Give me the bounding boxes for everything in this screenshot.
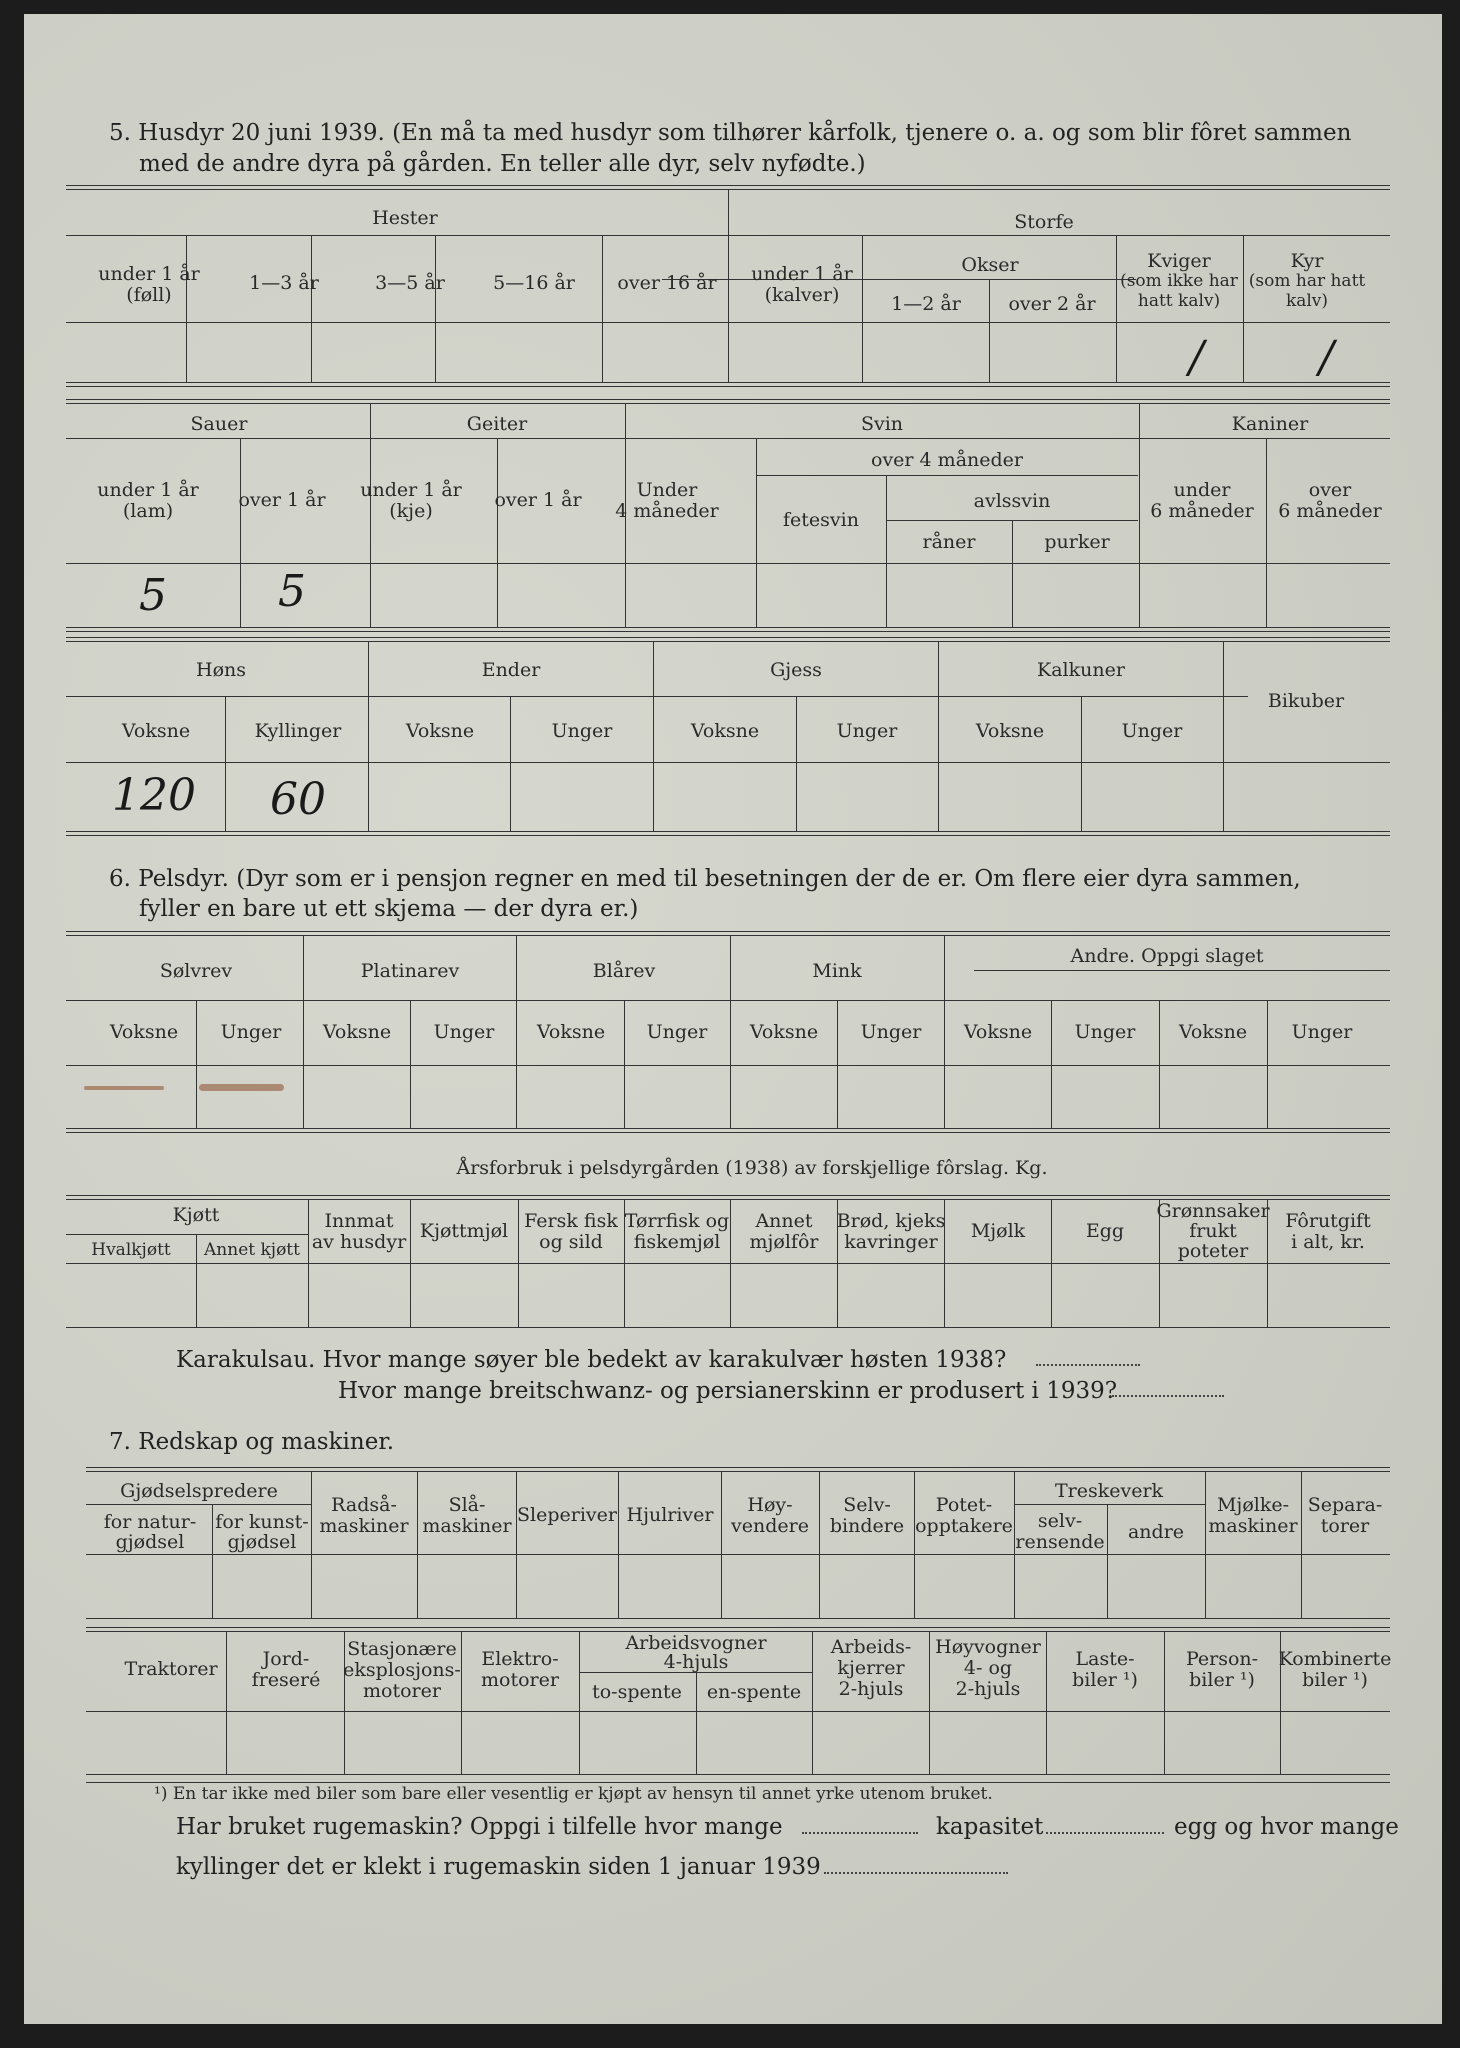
rule [410, 1200, 411, 1327]
col-andre1-voksne: Voksne [963, 1021, 1033, 1043]
rule [618, 1472, 619, 1618]
forbruk-title: Årsforbruk i pelsdyrgården (1938) av forskjellige fôrslag. Kg. [456, 1157, 1048, 1179]
rule [186, 235, 187, 382]
col-okser-1-2: 1—2 år [891, 293, 961, 315]
col-innmat: Innmat [324, 1210, 394, 1232]
rule [518, 1200, 519, 1327]
col-under1-foll-sub: (føll) [126, 284, 172, 306]
col-kalver: under 1 år [751, 263, 853, 285]
col-hons-voksne: Voksne [121, 720, 191, 742]
col-sauer-over1: over 1 år [238, 489, 326, 511]
rule [86, 1774, 1390, 1775]
col-tospente: to-spente [592, 1681, 682, 1703]
col-svin-under4: Under [636, 479, 698, 501]
col-kombinerte: Kombinerte [1278, 1648, 1392, 1670]
col-kyr: Kyr [1290, 250, 1324, 272]
col-geiter-over1: over 1 år [494, 489, 582, 511]
rule [435, 235, 436, 382]
rule [410, 1000, 411, 1128]
rule [368, 642, 369, 831]
rugemaskin-egg-label: egg og hvor mange [1174, 1814, 1399, 1840]
col-hoyvogner: Høyvogner [935, 1636, 1041, 1658]
rule [344, 1632, 345, 1774]
rule [944, 936, 945, 1128]
header-kalkuner: Kalkuner [1037, 659, 1125, 681]
col-naturgjodsel: for natur- [103, 1511, 197, 1533]
col-andre2-unger: Unger [1291, 1021, 1353, 1043]
rule [862, 235, 863, 382]
col-hoyvogner-sub1: 4- og [963, 1657, 1013, 1679]
rule [66, 637, 1390, 642]
rule [938, 642, 939, 831]
rule [886, 475, 887, 627]
rule [1051, 1200, 1052, 1327]
ink-stain [84, 1086, 164, 1090]
section7-title: 7. Redskap og maskiner. [109, 1429, 395, 1455]
rule [497, 438, 498, 627]
rule [1243, 235, 1244, 382]
rule [461, 1632, 462, 1774]
rule [66, 696, 1248, 697]
col-ender-voksne: Voksne [405, 720, 475, 742]
header-hester: Hester [372, 207, 438, 229]
col-kyr-sub2: kalv) [1285, 291, 1329, 311]
col-kyllinger: Kyllinger [254, 720, 342, 742]
col-fersk-fisk-sub: og sild [539, 1231, 603, 1253]
col-egg: Egg [1085, 1220, 1125, 1242]
value-kyr: / [1319, 332, 1334, 383]
rule [1116, 235, 1117, 382]
header-gjess: Gjess [770, 659, 822, 681]
col-gjess-unger: Unger [836, 720, 898, 742]
col-kaniner-under: under [1173, 479, 1231, 501]
rule [812, 1632, 813, 1774]
col-mjolkemaskiner: Mjølke- [1216, 1494, 1290, 1516]
col-slamaskiner: Slå- [448, 1494, 486, 1516]
col-elektromotorer: Elektro- [481, 1648, 559, 1670]
karakul-answer-2[interactable] [1112, 1395, 1224, 1397]
col-andre1-unger: Unger [1074, 1021, 1136, 1043]
rule [417, 1472, 418, 1618]
col-potetopptakere: Potet- [935, 1494, 993, 1516]
rule [696, 1672, 697, 1774]
col-selvrensende: selv- [1037, 1510, 1083, 1532]
header-hons: Høns [196, 659, 246, 681]
header-andre: Andre. Oppgi slaget [1070, 945, 1264, 967]
col-blarev-voksne: Voksne [536, 1021, 606, 1043]
rule [308, 1200, 309, 1327]
col-traktorer: Traktorer [124, 1658, 218, 1680]
rule [624, 1000, 625, 1128]
col-hoyvogner-sub2: 2-hjuls [955, 1678, 1021, 1700]
rule [730, 1200, 731, 1327]
rule [1267, 1000, 1268, 1128]
rule [66, 1000, 1390, 1001]
col-1-3: 1—3 år [249, 272, 319, 294]
section5-title: 5. Husdyr 20 juni 1939. (En må ta med husdyr som tilhører kårfolk, tjenere o. a. og som blir fôret sammen [109, 120, 1352, 146]
col-kunstgjodsel: for kunst- [215, 1511, 309, 1533]
rule [602, 235, 603, 382]
col-5-16: 5—16 år [493, 272, 575, 294]
value-kyllinger: 60 [270, 774, 326, 825]
rule [86, 1782, 1390, 1783]
rule [86, 1554, 1390, 1555]
col-enspente: en-spente [706, 1681, 802, 1703]
header-blarev: Blårev [592, 960, 656, 982]
col-mink-unger: Unger [860, 1021, 922, 1043]
header-bikuber: Bikuber [1267, 690, 1345, 712]
rule [66, 563, 1390, 564]
col-mink-voksne: Voksne [749, 1021, 819, 1043]
col-hoyvendere-sub: vendere [731, 1515, 809, 1537]
rule [510, 696, 511, 831]
header-sauer: Sauer [190, 413, 248, 435]
rugemaskin-kyllinger-label: kyllinger det er klekt i rugemaskin siden 1 januar 1939 [176, 1854, 821, 1880]
rule [66, 1065, 1390, 1066]
col-separatorer: Separa- [1307, 1494, 1383, 1516]
col-brod-sub: kavringer [844, 1231, 938, 1253]
col-kje: under 1 år [360, 479, 462, 501]
rule [66, 931, 1390, 936]
header-ender: Ender [481, 659, 541, 681]
rule [819, 1472, 820, 1618]
col-gronnsaker-sub2: poteter [1177, 1240, 1249, 1262]
col-solvrev-voksne: Voksne [109, 1021, 179, 1043]
col-kviger-sub2: hatt kalv) [1137, 291, 1221, 311]
col-kunstgjodsel-sub: gjødsel [227, 1531, 297, 1553]
col-gronnsaker: Grønnsaker [1156, 1200, 1270, 1222]
header-arbeidsvogner-sub: 4-hjuls [663, 1651, 729, 1673]
value-sauer-over1: 5 [278, 566, 306, 617]
rule [1014, 1504, 1205, 1505]
col-gronnsaker-sub1: frukt [1189, 1220, 1237, 1242]
col-mjolk: Mjølk [970, 1220, 1026, 1242]
col-torrfisk: Tørrfisk og [624, 1210, 730, 1232]
col-ender-unger: Unger [551, 720, 613, 742]
rule [1012, 520, 1013, 627]
rule [212, 1504, 213, 1618]
col-hoyvendere: Høy- [747, 1494, 793, 1516]
col-mjolkemaskiner-sub: maskiner [1208, 1515, 1298, 1537]
value-kviger: / [1189, 332, 1204, 383]
header-kaniner: Kaniner [1231, 413, 1309, 435]
col-kaniner-under-sub: 6 måneder [1150, 500, 1254, 522]
rule [66, 399, 1390, 404]
section5-subtitle: med de andre dyra på gården. En teller alle dyr, selv nyfødte.) [139, 151, 866, 177]
col-kalver-sub: (kalver) [764, 284, 840, 306]
col-jordfresere: Jord- [262, 1648, 310, 1670]
col-kviger-sub1: (som ikke har [1120, 271, 1238, 291]
col-kyr-sub1: (som har hatt [1248, 271, 1366, 291]
col-hvalkjott: Hvalkjøtt [91, 1240, 171, 1260]
rule [516, 936, 517, 1128]
rule [196, 1234, 197, 1327]
karakul-question-2: Hvor mange breitschwanz- og persianerskinn er produsert i 1939? [338, 1378, 1118, 1404]
col-arbeidskjerrer: Arbeids- [830, 1636, 912, 1658]
col-hjulriver: Hjulriver [626, 1504, 714, 1526]
col-solvrev-unger: Unger [220, 1021, 282, 1043]
col-okser-over2: over 2 år [1008, 293, 1096, 315]
rule [66, 1128, 1390, 1133]
census-form-page [24, 14, 1442, 2024]
header-mink: Mink [812, 960, 862, 982]
rule [516, 1472, 517, 1618]
rule [86, 1467, 1390, 1472]
col-under1-foll: under 1 år [98, 263, 200, 285]
rule [579, 1632, 580, 1774]
col-arbeidskjerrer-sub2: 2-hjuls [838, 1678, 904, 1700]
col-fersk-fisk: Fersk fisk [524, 1210, 618, 1232]
col-jordfresere-sub: freseré [251, 1669, 321, 1691]
rule [66, 627, 1390, 632]
rule [1223, 642, 1224, 831]
rule [728, 190, 729, 382]
col-kjott: Kjøtt [172, 1204, 220, 1226]
col-lastebiler: Laste- [1075, 1648, 1135, 1670]
value-hons: 120 [112, 770, 196, 821]
rugemaskin-kapasitet-label: kapasitet [936, 1814, 1044, 1840]
col-radsamaskiner: Radså- [331, 1494, 397, 1516]
rule [1139, 404, 1140, 627]
section6-subtitle: fyller en bare ut ett skjema — der dyra er.) [139, 896, 639, 922]
rule [662, 279, 1136, 280]
col-kviger: Kviger [1147, 250, 1211, 272]
rule [226, 1632, 227, 1774]
rule [311, 1472, 312, 1618]
col-stasjonare-sub2: motorer [363, 1680, 441, 1702]
col-treske-andre: andre [1127, 1521, 1185, 1543]
col-kjottmjol: Kjøttmjøl [419, 1220, 509, 1242]
rule [721, 1472, 722, 1618]
rugemaskin-kyllinger-field[interactable] [824, 1872, 1008, 1874]
rule [929, 1632, 930, 1774]
col-kalkuner-voksne: Voksne [975, 720, 1045, 742]
col-brod: Brød, kjeks [836, 1210, 946, 1232]
rule [240, 438, 241, 627]
col-potetopptakere-sub: opptakere [915, 1515, 1013, 1537]
rule [66, 1234, 309, 1235]
rule [303, 936, 304, 1128]
col-annet-mjolfor: Annet [755, 1210, 813, 1232]
header-svin: Svin [860, 413, 904, 435]
rule [66, 1263, 1390, 1264]
col-arbeidskjerrer-sub1: kjerrer [837, 1657, 905, 1679]
rule [756, 438, 757, 627]
rule [196, 1000, 197, 1128]
header-treskeverk: Treskeverk [1054, 1480, 1164, 1502]
col-lastebiler-sub: biler ¹) [1072, 1669, 1138, 1691]
rule [66, 438, 1390, 439]
col-personbiler-sub: biler ¹) [1189, 1669, 1255, 1691]
col-3-5: 3—5 år [375, 272, 445, 294]
col-selvbindere-sub: bindere [829, 1515, 905, 1537]
col-kje-sub: (kje) [389, 500, 433, 522]
karakul-question-1: Karakulsau. Hvor mange søyer ble bedekt av karakulvær høsten 1938? [176, 1347, 1007, 1373]
col-lam-sub: (lam) [122, 500, 174, 522]
footnote: ¹) En tar ikke med biler som bare eller vesentlig er kjøpt av hensyn til annet yrke utenom bruket. [154, 1784, 993, 1804]
rugemaskin-kapasitet-field[interactable] [1046, 1832, 1164, 1834]
col-separatorer-sub: torer [1320, 1515, 1370, 1537]
rule [974, 970, 1390, 971]
rule [86, 1618, 1390, 1619]
col-torrfisk-sub: fiskemjøl [633, 1231, 721, 1253]
rule [756, 475, 1138, 476]
col-kaniner-over-sub: 6 måneder [1278, 500, 1382, 522]
col-stasjonare-sub1: eksplosjons- [343, 1659, 461, 1681]
col-gjess-voksne: Voksne [690, 720, 760, 742]
col-stasjonare: Stasjonære [347, 1638, 457, 1660]
col-fetesvin: fetesvin [783, 509, 859, 531]
value-lam: 5 [139, 570, 167, 621]
rule [730, 936, 731, 1128]
col-selvrensende-sub: rensende [1015, 1531, 1105, 1553]
rule [837, 1000, 838, 1128]
rugemaskin-antall-field[interactable] [802, 1832, 918, 1834]
col-forutgift-sub: i alt, kr. [1291, 1231, 1365, 1253]
col-platinarev-voksne: Voksne [322, 1021, 392, 1043]
col-svin-under4-sub: 4 måneder [615, 500, 719, 522]
col-blarev-unger: Unger [646, 1021, 708, 1043]
col-forutgift: Fôrutgift [1285, 1210, 1371, 1232]
col-selvbindere: Selv- [843, 1494, 891, 1516]
header-storfe: Storfe [1014, 211, 1074, 233]
header-solvrev: Sølvrev [159, 960, 233, 982]
col-lam: under 1 år [97, 479, 199, 501]
rule [370, 404, 371, 627]
header-okser: Okser [961, 254, 1019, 276]
rule [1081, 696, 1082, 831]
rule [311, 235, 312, 382]
header-over4: over 4 måneder [871, 449, 1023, 471]
rule [1046, 1632, 1047, 1774]
col-kombinerte-sub: biler ¹) [1302, 1669, 1368, 1691]
header-geiter: Geiter [466, 413, 528, 435]
col-radsamaskiner-sub: maskiner [319, 1515, 409, 1537]
karakul-answer-1[interactable] [1036, 1364, 1140, 1366]
rugemaskin-question: Har bruket rugemaskin? Oppgi i tilfelle hvor mange [176, 1814, 783, 1840]
col-raner: råner [922, 531, 976, 553]
rule [66, 831, 1390, 836]
rule [1266, 438, 1267, 627]
header-arbeidsvogner: Arbeidsvogner [625, 1632, 767, 1654]
section6-title: 6. Pelsdyr. (Dyr som er i pensjon regner en med til besetningen der de er. Om flere eier dyra sammen, [109, 866, 1301, 892]
rule [796, 696, 797, 831]
col-platinarev-unger: Unger [433, 1021, 495, 1043]
rule [989, 279, 990, 382]
rule [66, 1327, 1390, 1328]
col-slamaskiner-sub: maskiner [422, 1515, 512, 1537]
rule [1159, 1000, 1160, 1128]
col-annet-mjolfor-sub: mjølfôr [749, 1231, 819, 1253]
rule [1051, 1000, 1052, 1128]
rule [66, 762, 1390, 763]
rule [1205, 1472, 1206, 1618]
col-kaniner-over: over [1308, 479, 1352, 501]
rule [225, 696, 226, 831]
col-kalkuner-unger: Unger [1121, 720, 1183, 742]
col-sleperiver: Sleperiver [517, 1504, 617, 1526]
rule [86, 1711, 1390, 1712]
rule [653, 642, 654, 831]
col-annetkjott: Annet kjøtt [204, 1240, 300, 1260]
col-purker: purker [1044, 531, 1110, 553]
ink-stain [199, 1084, 284, 1091]
rule [1107, 1504, 1108, 1618]
rule [1301, 1472, 1302, 1618]
rule [1164, 1632, 1165, 1774]
col-personbiler: Person- [1185, 1648, 1259, 1670]
col-innmat-sub: av husdyr [311, 1231, 407, 1253]
col-elektromotorer-sub: motorer [481, 1669, 559, 1691]
rule [86, 1504, 311, 1505]
rule [914, 1472, 915, 1618]
col-over16: over 16 år [617, 272, 717, 294]
header-gjodselspredere: Gjødselspredere [120, 1480, 278, 1502]
col-andre2-voksne: Voksne [1178, 1021, 1248, 1043]
col-naturgjodsel-sub: gjødsel [115, 1531, 185, 1553]
header-avlssvin: avlssvin [973, 490, 1051, 512]
header-platinarev: Platinarev [360, 960, 460, 982]
